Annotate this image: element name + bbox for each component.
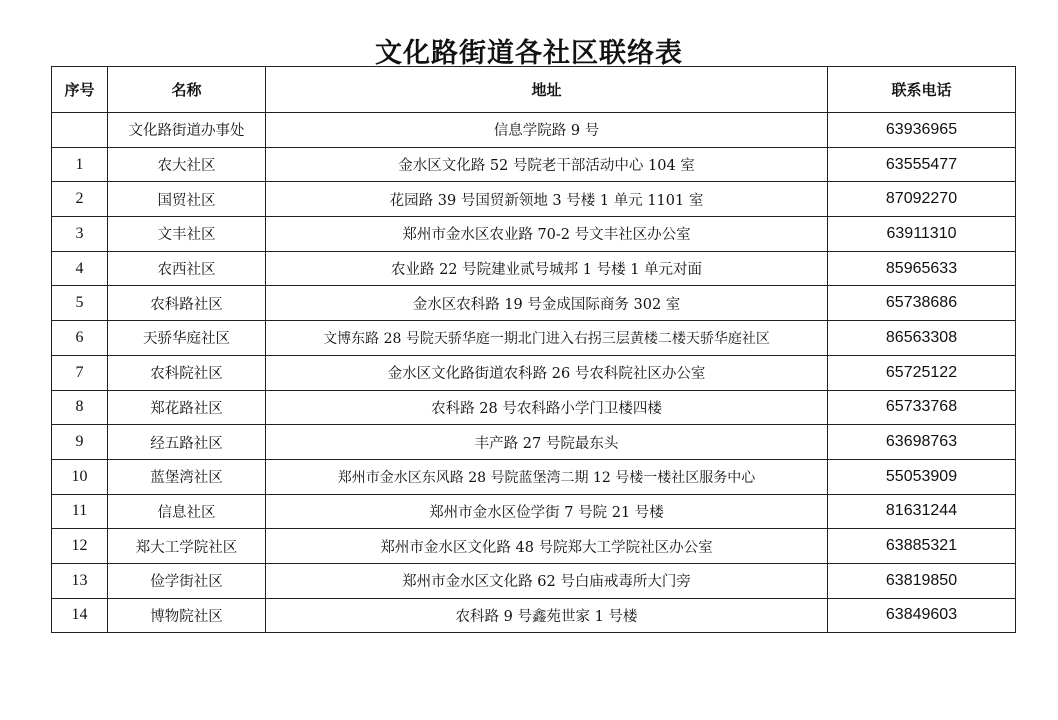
row-phone: 63698763	[828, 425, 1016, 460]
row-name: 农科院社区	[108, 355, 266, 390]
row-index: 6	[52, 321, 108, 356]
table-row	[52, 113, 1016, 148]
table-row	[52, 529, 1016, 564]
row-name: 博物院社区	[108, 598, 266, 633]
row-index: 5	[52, 286, 108, 321]
row-address: 郑州市金水区俭学街 7 号院 21 号楼	[266, 494, 828, 529]
row-index: 11	[52, 494, 108, 529]
row-name: 文化路街道办事处	[108, 113, 266, 148]
table-row	[52, 459, 1016, 494]
row-phone: 63555477	[828, 147, 1016, 182]
row-address: 郑州市金水区文化路 48 号院郑大工学院社区办公室	[266, 529, 828, 564]
row-phone: 65738686	[828, 286, 1016, 321]
header-name: 名称	[108, 67, 266, 113]
row-name: 文丰社区	[108, 217, 266, 252]
row-address: 郑州市金水区农业路 70-2 号文丰社区办公室	[266, 217, 828, 252]
row-name: 俭学街社区	[108, 563, 266, 598]
row-phone: 63849603	[828, 598, 1016, 633]
table-row	[52, 286, 1016, 321]
table-row	[52, 563, 1016, 598]
row-address: 丰产路 27 号院最东头	[266, 425, 828, 460]
table-row	[52, 494, 1016, 529]
table-row	[52, 251, 1016, 286]
row-phone: 65725122	[828, 355, 1016, 390]
row-phone: 81631244	[828, 494, 1016, 529]
table-header	[52, 67, 1016, 113]
row-phone: 85965633	[828, 251, 1016, 286]
row-address: 花园路 39 号国贸新领地 3 号楼 1 单元 1101 室	[266, 182, 828, 217]
row-name: 蓝堡湾社区	[108, 459, 266, 494]
row-name: 天骄华庭社区	[108, 321, 266, 356]
row-index: 14	[52, 598, 108, 633]
row-index: 2	[52, 182, 108, 217]
row-index: 8	[52, 390, 108, 425]
row-phone: 63885321	[828, 529, 1016, 564]
row-address: 郑州市金水区文化路 62 号白庙戒毒所大门旁	[266, 563, 828, 598]
row-index: 13	[52, 563, 108, 598]
contact-table	[51, 66, 1016, 633]
row-name: 经五路社区	[108, 425, 266, 460]
row-name: 国贸社区	[108, 182, 266, 217]
row-name: 信息社区	[108, 494, 266, 529]
table-row	[52, 598, 1016, 633]
row-name: 农大社区	[108, 147, 266, 182]
document-title: 文化路街道各社区联络表	[375, 38, 683, 70]
table-row	[52, 217, 1016, 252]
row-address: 金水区文化路 52 号院老干部活动中心 104 室	[266, 147, 828, 182]
row-phone: 65733768	[828, 390, 1016, 425]
row-index: 9	[52, 425, 108, 460]
row-address: 郑州市金水区东风路 28 号院蓝堡湾二期 12 号楼一楼社区服务中心	[266, 459, 828, 494]
row-name: 农科路社区	[108, 286, 266, 321]
row-index: 1	[52, 147, 108, 182]
row-index: 7	[52, 355, 108, 390]
row-phone: 86563308	[828, 321, 1016, 356]
row-name: 郑花路社区	[108, 390, 266, 425]
table-row	[52, 321, 1016, 356]
row-name: 农西社区	[108, 251, 266, 286]
header-row	[52, 67, 1016, 113]
table-body	[52, 113, 1016, 633]
row-phone: 55053909	[828, 459, 1016, 494]
row-index: 3	[52, 217, 108, 252]
header-phone: 联系电话	[828, 67, 1016, 113]
row-address: 农科路 28 号农科路小学门卫楼四楼	[266, 390, 828, 425]
row-phone: 87092270	[828, 182, 1016, 217]
row-phone: 63911310	[828, 217, 1016, 252]
row-name: 郑大工学院社区	[108, 529, 266, 564]
row-index	[52, 113, 108, 148]
row-phone: 63819850	[828, 563, 1016, 598]
header-address: 地址	[266, 67, 828, 113]
row-address: 农科路 9 号鑫苑世家 1 号楼	[266, 598, 828, 633]
row-address: 金水区文化路街道农科路 26 号农科院社区办公室	[266, 355, 828, 390]
table-row	[52, 390, 1016, 425]
row-address: 金水区农科路 19 号金成国际商务 302 室	[266, 286, 828, 321]
row-phone: 63936965	[828, 113, 1016, 148]
table-row	[52, 147, 1016, 182]
table-row	[52, 355, 1016, 390]
table-row	[52, 182, 1016, 217]
row-address: 农业路 22 号院建业贰号城邦 1 号楼 1 单元对面	[266, 251, 828, 286]
row-address: 文博东路 28 号院天骄华庭一期北门进入右拐三层黄楼二楼天骄华庭社区	[266, 321, 828, 356]
row-index: 12	[52, 529, 108, 564]
row-address: 信息学院路 9 号	[266, 113, 828, 148]
row-index: 4	[52, 251, 108, 286]
header-index: 序号	[52, 67, 108, 113]
table-row	[52, 425, 1016, 460]
row-index: 10	[52, 459, 108, 494]
